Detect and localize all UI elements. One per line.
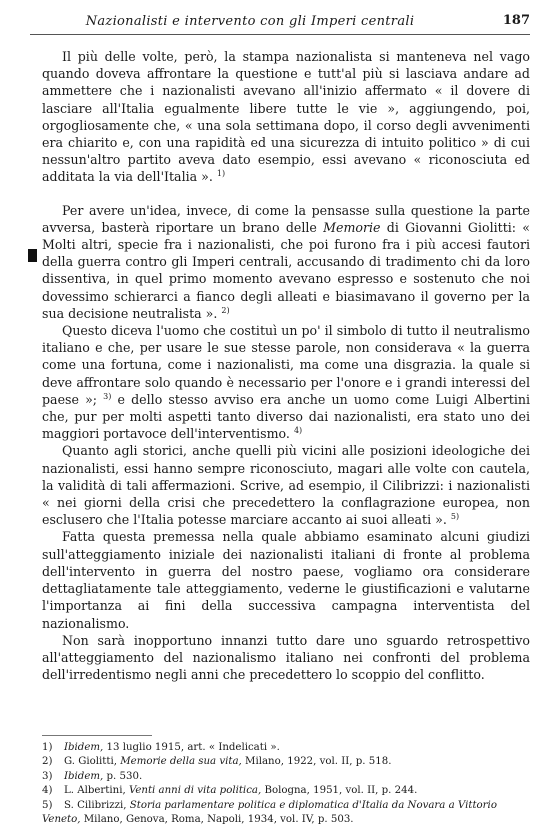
footnote-4: 4) L. Albertini, Venti anni di vita politica, Bologna, 1951, vol. II, p. 244. xyxy=(42,785,418,797)
note-ref-2: 2) xyxy=(221,305,230,315)
footnote-1: 1) Ibidem, 13 luglio 1915, art. « Indelicati ». xyxy=(42,742,280,753)
note-ref-3: 3) xyxy=(103,391,112,401)
note-ref-5: 5) xyxy=(450,512,460,522)
page-header xyxy=(30,12,530,35)
paragraph-3: Questo diceva l'uomo che costituì un po' il simbolo di tutto il neutralismo italiano e che, per usare le sue stesse parole, non considerava « la guerra come una fortuna, come i nazionalisti, ma come una disgrazia. la quale si deve affrontare solo quando è necessario per l'onore e i grandi interessi del paese »; $^{3)}$ e dello stesso avviso era anche un uomo come Luigi Albertini che, pur per molti aspetti tanto diverso dai nazionalisti, era stato uno dei maggiori portavoce dell'interventismo. $^{4)}$ xyxy=(42,323,530,442)
page-number: 187 xyxy=(502,13,530,28)
footnote-3: 3) Ibidem, p. 530. xyxy=(42,770,143,782)
margin-mark xyxy=(28,249,37,262)
running-title: Nazionalisti e intervento con gli Imperi centrali xyxy=(85,14,415,29)
body-text xyxy=(42,48,530,683)
footnote-rule xyxy=(42,735,152,736)
paragraph-2: Per avere un'idea, invece, di come la pensasse sulla questione la parte avversa, basterà riportare un brano delle Memorie di Giovanni Giolitti: « Molti altri, specie fra i nazionalisti, che poi furono fra i più accesi fautori della guerra contro gli Imperi centrali, accusando di tradimento chi da loro dissentiva, in quel primo momento avevano espresso e sostenuto che noi dovessimo schierarci a fianco degli alleati e biasimavano il governo per la sua decisione neutralista ». $^{2)}$ xyxy=(42,202,531,321)
footnote-2: 2) G. Giolitti, Memorie della sua vita, Milano, 1922, vol. II, p. 518. xyxy=(42,756,392,768)
footnotes xyxy=(42,741,530,827)
paragraph-6: Non sarà inopportuno innanzi tutto dare uno sguardo retrospettivo all'atteggiamento del nazionalismo italiano nei confronti del problema dell'irredentismo negli anni che precedettero lo scoppio del conflitto. xyxy=(42,632,530,683)
paragraph-1: Il più delle volte, però, la stampa nazionalista si manteneva nel vago quando doveva affrontare la questione e tutt'al più si lasciava andare ad ammettere che i nazionalisti avevano all'inizio affermato « il dovere di lasciare all'Italia egualmente libere tutte le vie », aggiungendo, poi, orgogliosamente che, « una sola settimana dopo, il corso degli avvenimenti era chiarito e, con una rapidità ed una sicurezza di intuito politico » di cui nessun'altro partito aveva dato esempio, essi avevano « riconosciuta ed additata la via dell'Italia ». $^{1)}$ xyxy=(42,49,530,185)
paragraph-4: Quanto agli storici, anche quelli più vicini alle posizioni ideologiche dei nazionalisti, essi hanno sempre riconosciuto, magari alle volte con cautela, la validità di tali affermazioni. Scrive, ad esempio, il Cilibrizzi: i nazionalisti « nei giorni della crisi che precedettero la conflagrazione europea, non esclusero che l'Italia potesse marciare accanto ai suoi alleati ». $^{5)}$ xyxy=(42,443,530,528)
footnote-5: 5) S. Cilibrizzi, Storia parlamentare politica e diplomatica d'Italia da Novara a Vittorio Veneto, Milano, Genova, Roma, Napoli, 1934, vol. IV, p. 503. xyxy=(42,799,497,826)
note-ref-1: 1) xyxy=(216,169,226,179)
note-ref-4: 4) xyxy=(293,426,303,436)
paragraph-5: Fatta questa premessa nella quale abbiamo esaminato alcuni giudizi sull'atteggiamento iniziale dei nazionalisti italiani di fronte al problema dell'intervento in guerra del nostro paese, vogliamo ora considerare dettagliatamente tale atteggiamento, vederne le giustificazioni e valutarne l'importanza ai fini della successiva campagna interventista del nazionalismo. xyxy=(42,529,530,631)
